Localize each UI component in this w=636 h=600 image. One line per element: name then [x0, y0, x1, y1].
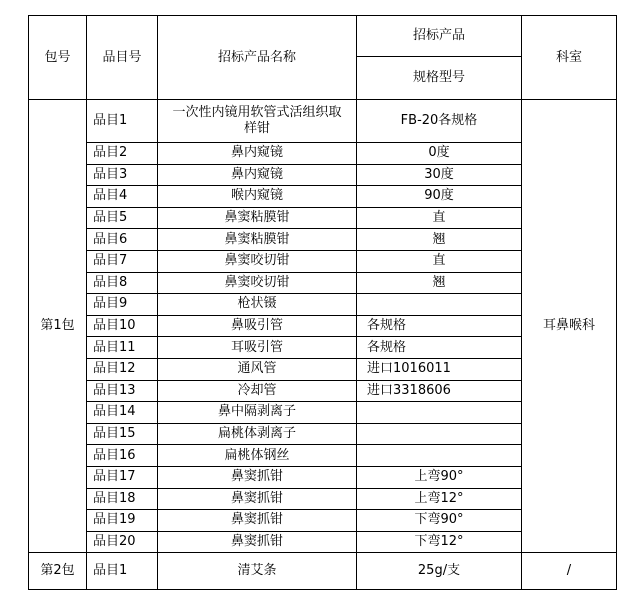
item-number: 品目6	[87, 229, 158, 251]
item-number: 品目5	[87, 207, 158, 229]
spec-model: 下弯12°	[357, 531, 522, 553]
spec-model	[357, 423, 522, 445]
table-row	[29, 553, 617, 590]
item-number: 品目3	[87, 164, 158, 186]
item-number: 品目14	[87, 402, 158, 424]
item-number: 品目1	[87, 553, 158, 590]
item-number: 品目13	[87, 380, 158, 402]
product-name: 鼻窦咬切钳	[158, 272, 357, 294]
product-name: 鼻窦抓钳	[158, 488, 357, 510]
item-number: 品目15	[87, 423, 158, 445]
product-name: 鼻内窥镜	[158, 143, 357, 165]
header-department: 科室	[522, 16, 617, 100]
item-number: 品目19	[87, 510, 158, 532]
product-name: 鼻窦抓钳	[158, 531, 357, 553]
product-name: 冷却管	[158, 380, 357, 402]
procurement-table	[28, 15, 617, 590]
product-name: 鼻中隔剥离子	[158, 402, 357, 424]
spec-model	[357, 402, 522, 424]
spec-model: FB-20各规格	[357, 100, 522, 143]
spec-model: 进口3318606	[357, 380, 522, 402]
item-number: 品目16	[87, 445, 158, 467]
package-label: 第1包	[29, 100, 87, 553]
spec-model: 0度	[357, 143, 522, 165]
item-number: 品目4	[87, 186, 158, 208]
spec-model: 翘	[357, 272, 522, 294]
product-name: 鼻窦抓钳	[158, 466, 357, 488]
header-row	[29, 16, 617, 57]
item-number: 品目10	[87, 315, 158, 337]
spec-model: 各规格	[357, 315, 522, 337]
product-name: 耳吸引管	[158, 337, 357, 359]
department: 耳鼻喉科	[522, 100, 617, 553]
item-number: 品目9	[87, 294, 158, 316]
table-row	[29, 100, 617, 143]
spec-model: 上弯12°	[357, 488, 522, 510]
item-number: 品目17	[87, 466, 158, 488]
product-name	[158, 100, 357, 143]
item-number: 品目2	[87, 143, 158, 165]
item-number: 品目8	[87, 272, 158, 294]
header-item-no: 品目号	[87, 16, 158, 100]
product-name: 鼻吸引管	[158, 315, 357, 337]
product-name: 枪状镊	[158, 294, 357, 316]
spec-model: 进口1016011	[357, 358, 522, 380]
spec-model: 翘	[357, 229, 522, 251]
spec-model: 直	[357, 250, 522, 272]
spec-model: 各规格	[357, 337, 522, 359]
spec-model: 90度	[357, 186, 522, 208]
header-product-group: 招标产品	[357, 16, 522, 57]
product-name: 鼻窦抓钳	[158, 510, 357, 532]
product-name: 鼻窦粘膜钳	[158, 229, 357, 251]
product-name: 通风管	[158, 358, 357, 380]
spec-model: 下弯90°	[357, 510, 522, 532]
item-number: 品目7	[87, 250, 158, 272]
product-name: 扁桃体剥离子	[158, 423, 357, 445]
spec-model: 25g/支	[357, 553, 522, 590]
spec-model: 30度	[357, 164, 522, 186]
product-name: 鼻内窥镜	[158, 164, 357, 186]
product-name: 扁桃体钢丝	[158, 445, 357, 467]
item-number: 品目11	[87, 337, 158, 359]
product-name: 鼻窦粘膜钳	[158, 207, 357, 229]
package-label: 第2包	[29, 553, 87, 590]
spec-model	[357, 294, 522, 316]
header-spec-model: 规格型号	[357, 57, 522, 100]
product-name-text: 一次性内镜用软管式活组织取样钳	[172, 105, 342, 136]
item-number: 品目20	[87, 531, 158, 553]
item-number: 品目18	[87, 488, 158, 510]
spec-model: 直	[357, 207, 522, 229]
spec-model	[357, 445, 522, 467]
product-name: 鼻窦咬切钳	[158, 250, 357, 272]
product-name: 清艾条	[158, 553, 357, 590]
product-name: 喉内窥镜	[158, 186, 357, 208]
department: /	[522, 553, 617, 590]
spec-model: 上弯90°	[357, 466, 522, 488]
header-package: 包号	[29, 16, 87, 100]
item-number: 品目12	[87, 358, 158, 380]
header-product-name: 招标产品名称	[158, 16, 357, 100]
item-number: 品目1	[87, 100, 158, 143]
